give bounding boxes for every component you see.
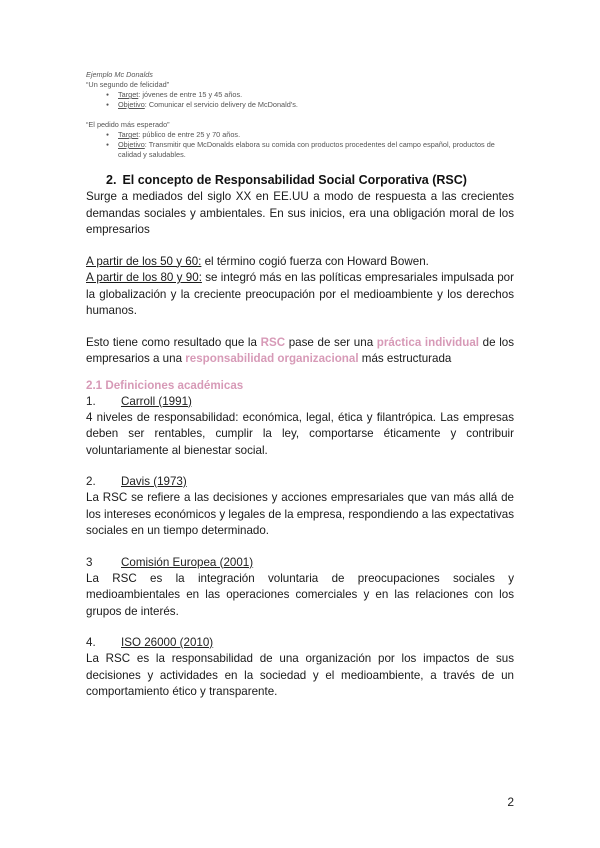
- example-block: [86, 70, 514, 160]
- page-number: 2: [507, 795, 514, 809]
- definition-title: 4. ISO 26000 (2010): [86, 636, 214, 649]
- slogan-2: “El pedido más esperado”: [86, 120, 170, 129]
- definition-text: La RSC es la responsabilidad de una organización por los impactos de sus decisiones y actividades en la sociedad y el medioambiente, a través de un comportamiento ético y transparente.: [86, 652, 514, 698]
- list-item: ● Objetivo: Transmitir que McDonalds elabora su comida con productos procedentes del campo español, productos de calidad y saludables.: [106, 140, 514, 160]
- definition-text: La RSC es la integración voluntaria de preocupaciones sociales y medioambientales en las operaciones comerciales y en las relaciones con los grupos de interés.: [86, 571, 514, 618]
- result-paragraph: Esto tiene como resultado que la RSC pase de ser una práctica individual de los empresarios a una responsabilidad organizacional más estructurada: [86, 335, 515, 365]
- definition-text: La RSC se refiere a las decisiones y acciones empresariales que van más allá de los intereses económicos y legales de la empresa, respondiendo a las expectativas sociales en un tiempo determinado.: [86, 491, 514, 537]
- slogan-2-list: [86, 130, 514, 160]
- definition-text: 4 niveles de responsabilidad: económica, legal, ética y filantrópica. Las empresas deben ser rentables, cumplir la ley, comportarse éticamente y contribuir voluntariamente al bienestar social.: [86, 410, 514, 457]
- section-2-intro: Surge a mediados del siglo XX en EE.UU a modo de respuesta a las crecientes demandas sociales y ambientales. En sus inicios, era una obligación moral de los empresarios: [86, 190, 514, 236]
- page-content: [86, 70, 514, 701]
- period-80-90: A partir de los 80 y 90: se integró más en las políticas empresariales impulsada por la globalización y la creciente preocupación por el medioambiente y los derechos humanos.: [86, 271, 514, 317]
- section-2-heading: 2. El concepto de Responsabilidad Social Corporativa (RSC): [106, 173, 467, 187]
- list-item: ● Target: jóvenes de entre 15 y 45 años.: [106, 90, 514, 100]
- definition-title: 3 Comisión Europea (2001): [86, 555, 254, 569]
- section-2-1-heading: 2.1 Definiciones académicas: [86, 378, 244, 392]
- definition-title: 2. Davis (1973): [86, 475, 187, 488]
- period-50-60: A partir de los 50 y 60: el término cogió fuerza con Howard Bowen.: [86, 254, 429, 268]
- list-item: ● Target: público de entre 25 y 70 años.: [106, 130, 514, 140]
- definition-title: 1. Carroll (1991): [86, 394, 192, 408]
- slogan-1-list: [86, 90, 514, 110]
- slogan-1: “Un segundo de felicidad”: [86, 80, 170, 89]
- list-item: ● Objetivo: Comunicar el servicio delivery de McDonald’s.: [106, 100, 514, 110]
- example-heading: Ejemplo Mc Donalds: [86, 70, 153, 79]
